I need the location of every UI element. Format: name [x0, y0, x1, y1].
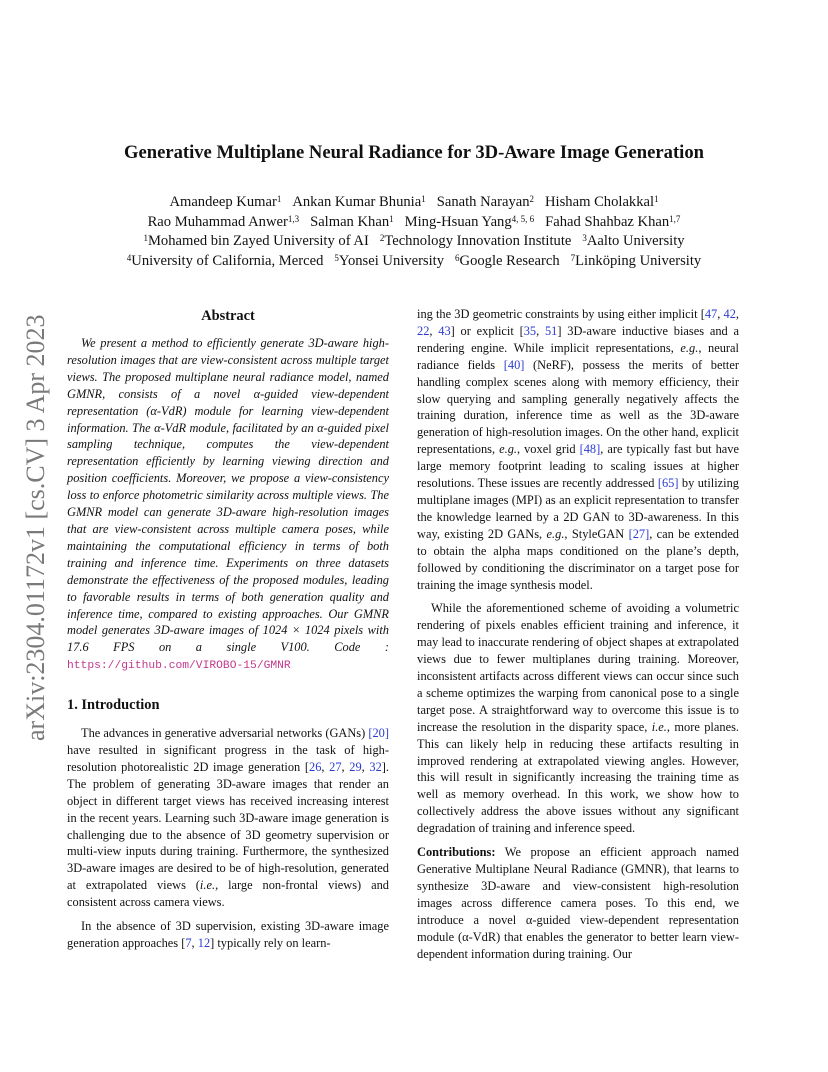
text-run: i.e.: [651, 719, 667, 734]
text-run: ]. The problem of generating 3D-aware images that render an object in different target views has received increasing interest in the recent years. Learning such 3D-aware image generation is challenging due to the absence of 3D geometry supervision or multi-view inputs during training. Furthermore, the synthesized 3D-aware images are desired to be of high-resolution, generated at extrapolated views (: [67, 759, 389, 893]
author-name: Amandeep Kumar$^1$: [169, 194, 282, 210]
citation-link[interactable]: 47: [704, 307, 718, 321]
citation-link[interactable]: [40]: [503, 357, 525, 372]
author-name: Fahad Shahbaz Khan$^{1,7}$: [545, 213, 681, 230]
author-name: Ankan Kumar Bhunia$^1$: [292, 194, 426, 210]
affiliation: $^3$Aalto University: [582, 233, 685, 250]
text-run: , large non-frontal views) and consistent across camera views.: [67, 878, 389, 910]
abstract-text: [67, 335, 389, 675]
citation-link[interactable]: 51: [544, 323, 558, 338]
text-run: ] typically rely on learn-: [210, 936, 331, 950]
text-run: have resulted in significant progress in the task of high-resolution photorealistic 2D image generation [: [67, 743, 389, 774]
intro-paragraph-2-cont: [417, 306, 739, 593]
text-run: , can be extended to obtain the alpha maps conditioned on the plane’s depth, followed by conditioning the discriminator on a target pose for training the image synthesis model.: [417, 526, 740, 592]
text-run: , more planes. This can likely help in reducing these artifacts resulting in improved rendering at extrapolated viewing angles. However, this will result in significantly increasing the training time as well as memory overhead. In this work, we show how to collectively address the above issues without any significant degradation of training and inference speed.: [417, 719, 739, 836]
text-run: e.g.: [680, 340, 699, 355]
text-run: In the absence of 3D supervision, existing 3D-aware image generation approaches [: [67, 919, 389, 950]
text-run: We propose an efficient approach named Generative Multiplane Neural Radiance (GMNR), that learns to synthesize 3D-aware and view-consistent high-resolution images across difference camera poses. To this end, we introduce a novel α-guided view-dependent representation module (α-VdR) that enables the generator to better learn view-dependent information during training. Our: [417, 845, 739, 961]
citation-link[interactable]: 32: [369, 759, 382, 774]
text-run: (NeRF), possess the merits of better handling complex scenes along with memory efficiency, their slow querying and sampling generally negatively affects the training duration, inference time as well as the 3D-aware generation of high-resolution images. On the other hand, explicit representations,: [417, 357, 739, 457]
citation-link[interactable]: 22: [417, 323, 430, 338]
text-run: e.g.: [546, 526, 565, 541]
affiliation-line-2: [60, 252, 768, 272]
text-run: ,: [429, 323, 439, 338]
intro-paragraph-3: [417, 600, 739, 837]
text-run: Contributions:: [417, 845, 496, 860]
text-run: , neural radiance fields: [417, 340, 739, 372]
citation-link[interactable]: 43: [438, 323, 451, 338]
text-run: The advances in generative adversarial networks (GANs): [81, 726, 369, 741]
affiliation: $^4$University of California, Merced: [126, 252, 324, 269]
author-name: Sanath Narayan$^2$: [436, 194, 535, 210]
text-run: e.g.: [499, 442, 517, 457]
text-run: ] 3D-aware inductive biases and a rendering engine. While implicit representations,: [417, 323, 739, 355]
affiliation: $^7$Linköping University: [570, 252, 702, 269]
citation-link[interactable]: 7: [185, 936, 192, 950]
author-line-1: [60, 193, 768, 213]
code-link[interactable]: https://github.com/VIROBO-15/GMNR: [67, 660, 291, 673]
text-run: ,: [341, 759, 350, 774]
text-run: ,: [361, 759, 370, 774]
affiliation: $^1$Mohamed bin Zayed University of AI: [143, 233, 369, 250]
text-run: , voxel grid: [517, 442, 580, 457]
author-name: Rao Muhammad Anwer$^{1,3}$: [147, 213, 300, 230]
text-run: i.e.: [199, 878, 216, 893]
text-run: ,: [735, 307, 739, 321]
citation-link[interactable]: 26: [309, 759, 322, 774]
contributions-paragraph: [417, 844, 739, 962]
citation-link[interactable]: 42: [723, 307, 736, 321]
affiliation: $^6$Google Research: [455, 252, 560, 269]
author-name: Hisham Cholakkal$^1$: [545, 194, 659, 210]
right-column: [417, 306, 739, 969]
text-run: ] or explicit [: [450, 323, 524, 338]
citation-link[interactable]: [65]: [657, 476, 679, 491]
paper-title: Generative Multiplane Neural Radiance for 3D-Aware Image Generation: [124, 142, 704, 163]
left-column: [67, 306, 389, 959]
arxiv-identifier: arXiv:2304.01172v1 [cs.CV] 3 Apr 2023: [21, 314, 50, 742]
affiliation: $^2$Technology Innovation Institute: [379, 233, 572, 250]
author-line-2: [60, 213, 768, 233]
citation-link[interactable]: 35: [523, 323, 537, 338]
affiliation-line-1: [60, 232, 768, 252]
intro-paragraph-2-start: [67, 918, 389, 952]
abstract-heading: Abstract: [201, 308, 255, 324]
author-name: Salman Khan$^1$: [310, 213, 394, 230]
citation-link[interactable]: [48]: [579, 442, 601, 457]
citation-link[interactable]: 12: [197, 936, 211, 950]
text-run: ,: [321, 759, 330, 774]
citation-link[interactable]: 29: [349, 759, 362, 774]
author-name: Ming-Hsuan Yang$^{4, 5, 6}$: [404, 213, 535, 230]
abstract-body: We present a method to efficiently generate 3D-aware high-resolution images that are view-consistent across multiple target views. The proposed multiplane neural radiance model, named GMNR, consists of a novel α-guided view-dependent representation (α-VdR) module for learning view-dependent information. The α-VdR module, facilitated by an α-guided pixel sampling technique, computes the view-dependent representation efficiently by learning viewing direction and position coefficients. Moreover, we propose a view-consistency loss to enforce photometric similarity across multiple views. The GMNR model can generate 3D-aware high-resolution images that are view-consistent across multiple camera poses, while maintaining the computational efficiency in terms of both training and inference time. Experiments on three datasets demonstrate the effectiveness of the proposed modules, leading to favorable results in terms of both generation quality and inference time, compared to existing approaches. Our GMNR model generates 3D-aware images of 1024 × 1024 pixels with 17.6 FPS on a single V100. Code :: [67, 336, 389, 655]
text-run: While the aforementioned scheme of avoiding a volumetric rendering of pixels enables efficient training and inference, it may lead to inaccurate rendering of object shapes at extrapolated views due to fewer multiplanes during training. Moreover, inconsistent artifacts across different views can occur since such a scheme optimizes the warping from canonical pose to a single target pose. A straightforward way to overcome this issue is to increase the resolution in the disparity space,: [417, 601, 739, 734]
author-block: [60, 193, 768, 271]
citation-link[interactable]: [20]: [368, 726, 389, 741]
intro-paragraph-1: [67, 725, 389, 911]
text-run: ,: [536, 323, 545, 338]
citation-link[interactable]: [27]: [628, 526, 650, 541]
introduction-heading: 1. Introduction: [67, 697, 160, 714]
text-run: ing the 3D geometric constraints by using either implicit [: [417, 307, 705, 321]
text-run: by utilizing multiplane images (MPI) as an explicit representation to transfer the knowledge learned by a 2D GAN to 3D-awareness. In this way, existing 2D GANs,: [417, 476, 739, 541]
text-run: , are typically fast but have large memory footprint leading to scaling issues at higher resolutions. These issues are recently addressed: [417, 442, 739, 491]
text-run: , StyleGAN: [564, 526, 629, 541]
affiliation: $^5$Yonsei University: [334, 252, 445, 269]
text-run: ,: [717, 307, 724, 321]
text-run: ,: [191, 936, 198, 950]
citation-link[interactable]: 27: [329, 759, 342, 774]
